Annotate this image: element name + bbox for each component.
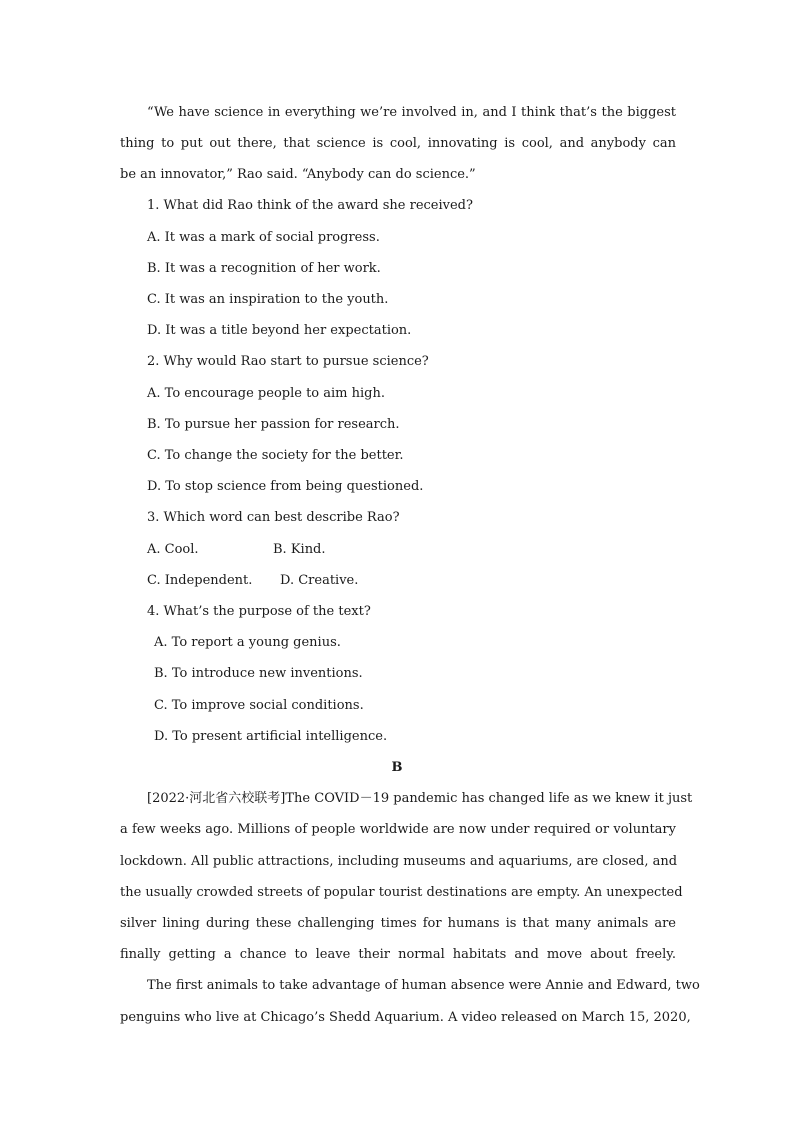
passage-line: “We have science in everything we’re involved in, and I think that’s the biggest bbox=[147, 105, 676, 120]
answer-option: B. To introduce new inventions. bbox=[154, 666, 363, 681]
passage-line: finally getting a chance to leave their normal habitats and move about freely. bbox=[120, 947, 676, 962]
answer-option: C. It was an inspiration to the youth. bbox=[147, 292, 389, 307]
passage-line: lockdown. All public attractions, including museums and aquariums, are closed, and bbox=[120, 854, 678, 869]
source-tag: [2022·河北省六校联考] bbox=[147, 791, 286, 806]
passage-line: The first animals to take advantage of human absence were Annie and Edward, two bbox=[147, 978, 700, 993]
section-heading: B bbox=[391, 760, 403, 775]
answer-option: B. Kind. bbox=[273, 542, 326, 557]
answer-option: C. To improve social conditions. bbox=[154, 698, 364, 713]
answer-option: D. It was a title beyond her expectation. bbox=[147, 323, 412, 338]
passage-line: be an innovator,” Rao said. “Anybody can do science.” bbox=[120, 167, 476, 182]
passage-text: The COVID－19 pandemic has changed life as we knew it just bbox=[285, 791, 693, 806]
question-stem: 3. Which word can best describe Rao? bbox=[147, 510, 400, 525]
answer-option-row bbox=[147, 542, 703, 558]
passage-line: silver lining during these challenging times for humans is that many animals are bbox=[120, 916, 676, 931]
answer-option: A. To report a young genius. bbox=[154, 635, 341, 650]
answer-option: D. To present artificial intelligence. bbox=[154, 729, 388, 744]
question-stem: 4. What’s the purpose of the text? bbox=[147, 604, 371, 619]
question-stem: 2. Why would Rao start to pursue science? bbox=[147, 354, 429, 369]
answer-option: B. To pursue her passion for research. bbox=[147, 417, 400, 432]
passage-line: the usually crowded streets of popular tourist destinations are empty. An unexpected bbox=[120, 885, 683, 900]
answer-option: D. Creative. bbox=[280, 573, 359, 588]
passage-line: a few weeks ago. Millions of people worldwide are now under required or voluntary bbox=[120, 822, 676, 837]
answer-option: C. Independent. bbox=[147, 573, 253, 588]
passage-line: penguins who live at Chicago’s Shedd Aquarium. A video released on March 15, 2020, bbox=[120, 1010, 691, 1025]
answer-option-row bbox=[147, 573, 703, 589]
answer-option: B. It was a recognition of her work. bbox=[147, 261, 381, 276]
passage-line: thing to put out there, that science is cool, innovating is cool, and anybody can bbox=[120, 136, 676, 151]
answer-option: C. To change the society for the better. bbox=[147, 448, 404, 463]
question-stem: 1. What did Rao think of the award she received? bbox=[147, 198, 473, 213]
passage-line bbox=[147, 791, 693, 807]
answer-option: A. To encourage people to aim high. bbox=[147, 386, 385, 401]
answer-option: A. Cool. bbox=[147, 542, 199, 557]
answer-option: D. To stop science from being questioned. bbox=[147, 479, 424, 494]
answer-option: A. It was a mark of social progress. bbox=[147, 230, 380, 245]
